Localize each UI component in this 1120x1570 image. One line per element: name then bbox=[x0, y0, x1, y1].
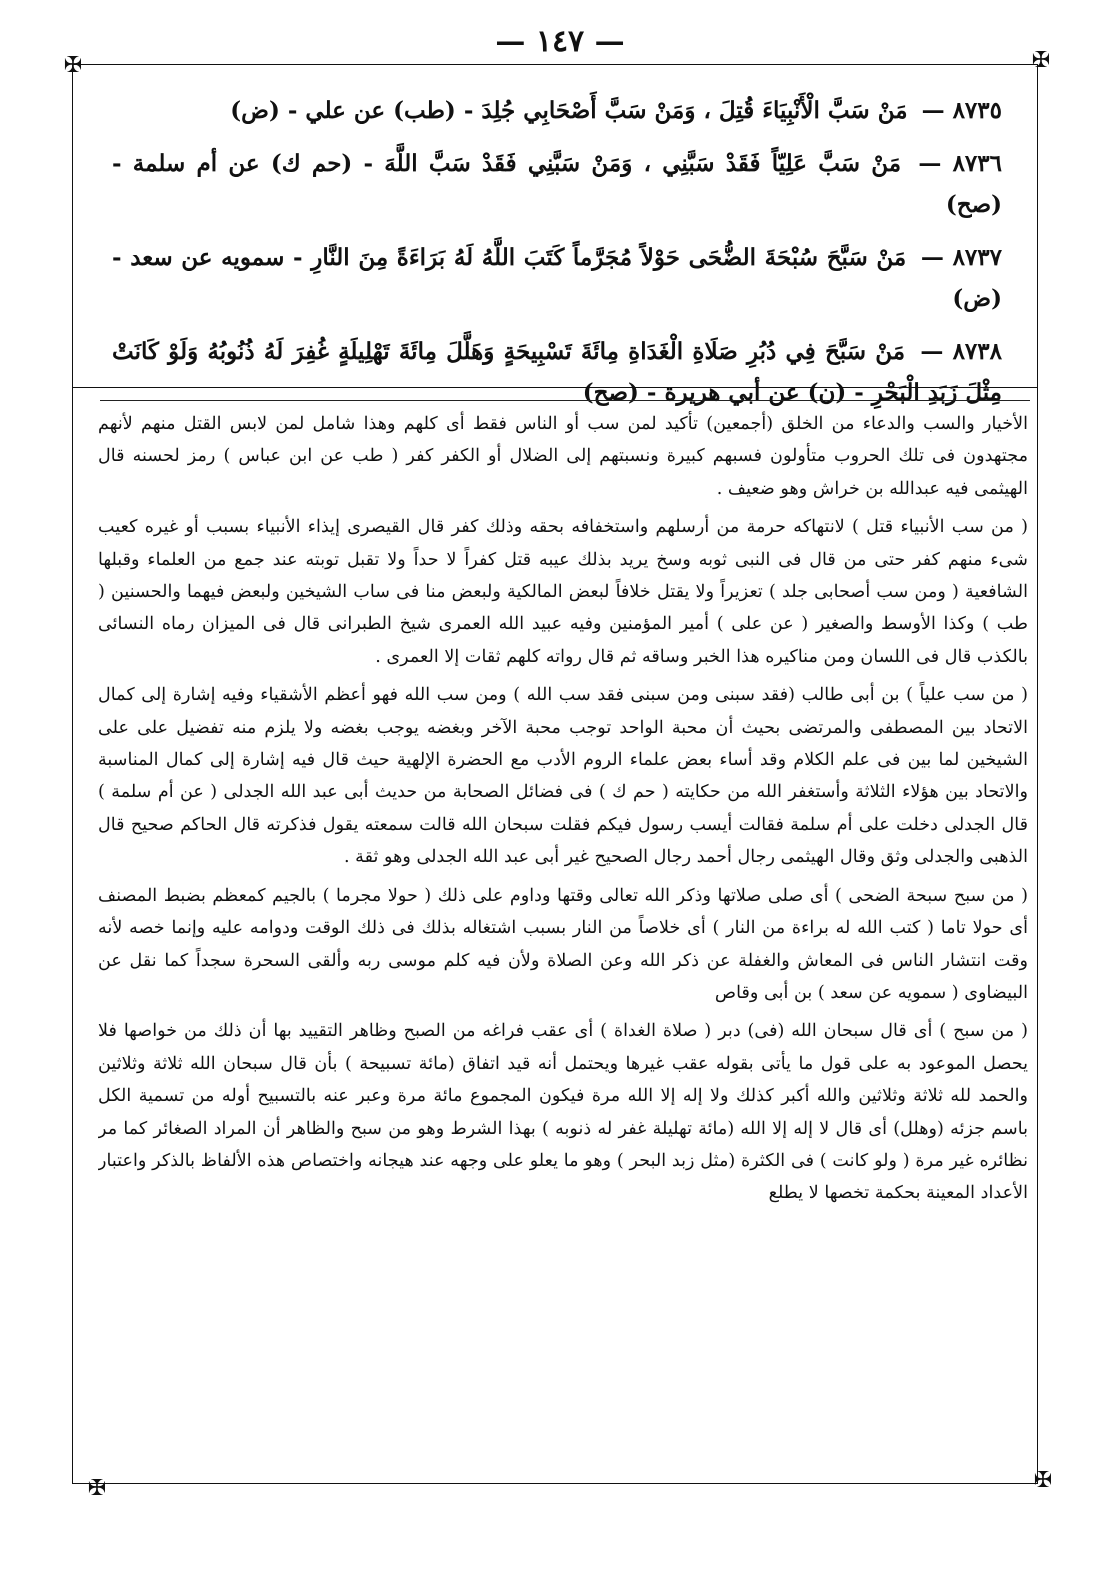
commentary-paragraph: ( من سبح ) أى قال سبحان الله (فى) دبر ( صلاة الغداة ) أى عقب فراغه من الصبح وظاهر التقييد بها أن ذلك من خواصها فلا يحصل الموعود به على قول ما يأتى بقوله عقب غيرها ويحتمل أنه قيد اتفاق (مائة تسبيحة ) بأن قال سبحان الله ثلاثة وثلاثين والحمد لله ثلاثة وثلاثين والله أكبر كذلك ولا إله إلا الله مرة فيكون المجموع مائة مرة وعبر عنه بالتسبيح أوله من تسمية الكل باسم جزئه (وهلل) أى قال لا إله إلا الله (مائة تهليلة غفر له ذنوبه ) بهذا الشرط وهو من سبح والظاهر أن المراد الصغائر كما مر نظائره غير مرة ( ولو كانت ) فى الكثرة (مثل زبد البحر ) وهو ما يعلو على وجهه عند هيجانه واختصاص هذه الألفاظ بالذكر واعتبار الأعداد المعينة بحكمة تخصها لا يطلع bbox=[98, 1021, 1028, 1204]
hadith-entry bbox=[112, 237, 1002, 319]
commentary-paragraph: ( من سبح سبحة الضحى ) أى صلى صلاتها وذكر الله تعالى وقتها وداوم على ذلك ( حولا مجرما ) بالجيم كمعظم بضبط المصنف أى حولا تاما ( كتب الله له براءة من النار ) أى خلاصاً من النار بسبب اشتغاله بذلك فى ذلك الوقت ودوامه عليه وإنما خصه لأنه وقت انتشار الناس فى المعاش والغفلة عن ذكر الله وعن الصلاة ولأن فيه كلم موسى ربه وألقى السحرة سجداً كما نقل عن البيضاوى ( سمويه عن سعد ) بن أبى وقاص bbox=[98, 885, 1028, 1003]
hadith-number: ٨٧٣٦ — bbox=[918, 150, 1002, 177]
hadith-entry bbox=[112, 143, 1002, 225]
corner-ornament-icon: ✠ bbox=[1031, 48, 1051, 73]
corner-ornament-icon: ✠ bbox=[63, 53, 83, 78]
commentary-paragraph: ( من سب علياً ) بن أبى طالب (فقد سبنى ومن سبنى فقد سب الله ) ومن سب الله فهو أعظم الأشقياء وفيه إشارة إلى كمال الاتحاد بين المصطفى والمرتضى بحيث أن محبة الواحد توجب محبة الآخر وبغضه يوجب بغضه ولا يلزم منه تفضيل على على الشيخين لما بين فى علم الكلام وقد أساء بعض علماء الروم الأدب مع الحضرة الإلهية حيث قال فيه إشارة إلى كمال المناسبة والاتحاد بين هؤلاء الثلاثة وأستغفر الله من حكايته ( حم ك ) فى فضائل الصحابة من حديث أبى عبد الله الجدلى ( عن أم سلمة ) قال الجدلى دخلت على أم سلمة فقالت أيسب رسول فيكم فقلت سبحان الله قالت سمعته يقول فذكرته قال الحاكم صحيح قال الذهبى والجدلى وثق وقال الهيثمى رجال أحمد رجال الصحيح غير أبى عبد الله الجدلى وهو ثقة . bbox=[98, 685, 1028, 868]
hadith-text: مَنْ سَبَّ عَلِيّاً فَقَدْ سَبَّنِي ، وَمَنْ سَبَّنِي فَقَدْ سَبَّ اللَّهَ - (حم ك) عن أم سلمة - (صح) bbox=[112, 150, 1002, 218]
hadith-number: ٨٧٣٧ — bbox=[920, 244, 1002, 271]
hadith-text: مَنْ سَبَّحَ فِي دُبُرِ صَلَاةِ الْغَدَاةِ مِائَةَ تَسْبِيحَةٍ وَهَلَّلَ مِائَةَ تَهْلِيلَةٍ غُفِرَ لَهُ ذُنُوبُهُ وَلَوْ كَانَتْ مِثْلَ زَبَدِ الْبَحْرِ - (ن) عن أبي هريرة - (صح) bbox=[112, 338, 1002, 406]
hadith-text: مَنْ سَبَّ الْأَنْبِيَاءَ قُتِلَ ، وَمَنْ سَبَّ أَصْحَابِي جُلِدَ - (طب) عن علي - (ض) bbox=[230, 97, 908, 124]
corner-ornament-icon: ✠ bbox=[87, 1476, 107, 1501]
hadith-section bbox=[72, 64, 1038, 406]
hadith-number: ٨٧٣٥ — bbox=[921, 97, 1002, 124]
commentary-paragraph: الأخيار والسب والدعاء من الخلق (أجمعين) تأكيد لمن سب أو الناس فقط أى كلهم وهذا شامل لمن لابس القتل منهم لأنهم مجتهدون فى تلك الحروب متأولون فسبهم كبيرة ونسبتهم إلى الضلال أو الكفر كفر ( طب عن ابن عباس ) رمز لحسنه قال الهيثمى فيه عبدالله بن خراش وهو ضعيف . bbox=[98, 414, 1028, 499]
hadith-text: مَنْ سَبَّحَ سُبْحَةَ الضُّحَى حَوْلاً مُجَرَّماً كَتَبَ اللَّهُ لَهُ بَرَاءَةً مِنَ النَّارِ - سمويه عن سعد - (ض) bbox=[112, 244, 1002, 312]
commentary-section bbox=[98, 408, 1028, 1468]
commentary-paragraph: ( من سب الأنبياء قتل ) لانتهاكه حرمة من أرسلهم واستخفافه بحقه وذلك كفر قال القيصرى إيذاء الأنبياء بسبب أو غيره كعيب شىء منهم كفر حتى من قال فى النبى ثوبه وسخ يريد بذلك عيبه قتل كفراً لا حداً ولا تقبل توبته عند جمع من العلماء وقبلها الشافعية ( ومن سب أصحابى جلد ) تعزيراً ولا يقتل خلافاً لبعض المالكية ولبعض منا فى ساب الشيخين ولبعض فيهما والحسنين ( طب ) وكذا الأوسط والصغير ( عن على ) أمير المؤمنين وفيه عبيد الله العمرى شيخ الطبرانى قال فى الميزان رماه النسائى بالكذب قال فى اللسان ومن مناكيره هذا الخبر وساقه ثم قال رواته كلهم ثقات إلا العمرى . bbox=[98, 517, 1028, 667]
section-divider bbox=[100, 400, 1030, 401]
page-number: — ١٤٧ — bbox=[495, 24, 625, 59]
hadith-number: ٨٧٣٨ — bbox=[920, 338, 1002, 365]
hadith-entry bbox=[112, 90, 1002, 131]
corner-ornament-icon: ✠ bbox=[1033, 1468, 1053, 1493]
